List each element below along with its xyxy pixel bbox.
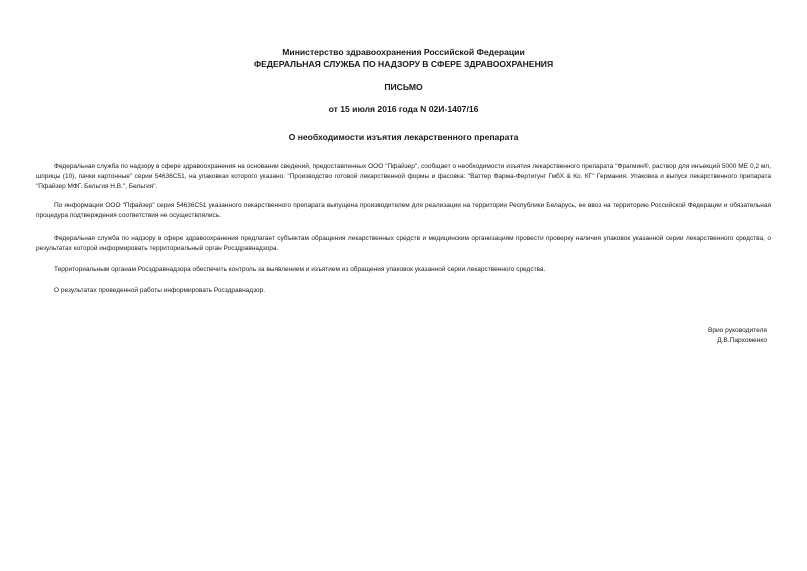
paragraph-5: О результатах проведенной работы информировать Росздравнадзор. <box>54 287 266 294</box>
paragraph-2: По информации ООО "Пфайзер" серия 54636С51 указанного лекарственного препарата выпущена производителем для реализации на территории Республики Беларусь, ее ввоз на территорию Российской Федерации и обязательная процедура подтверждения соответствия не осуществлялись. <box>36 202 771 219</box>
paragraph-1: Федеральная служба по надзору в сфере здравоохранения на основании сведений, предоставленных ООО "Пфайзер", сообщает о необходимости изъятия лекарственного препарата "Фрагмин®, раствор для инъекций 5000 МЕ 0,2 мл, шприцы (10), пачки картонные" серии 54636С51, на упаковках которого указано: "Производство готовой лекарственной формы и фасовка: "Ваттер Фарма-Фертигунг ГмбХ & Ко. КГ" Германия. Упаковка и выпуск лекарственного препарата "Пфайзер МФГ. Бельгия Н.В.", Бельгия". <box>36 163 771 190</box>
document-type: ПИСЬМО <box>384 82 423 92</box>
paragraph-4: Территориальным органам Росздравнадзора обеспечить контроль за выявлением и изъятием из обращения упаковок указанной серии лекарственного средства. <box>54 266 546 273</box>
document-title: О необходимости изъятия лекарственного препарата <box>288 132 519 142</box>
paragraph-3: Федеральная служба по надзору в сфере здравоохранения предлагает субъектам обращения лекарственных средств и медицинским организациям провести проверку наличия упаковок указанной серии лекарственного средства, о результатах которой информировать территориальный орган Росздравнадзора. <box>36 235 771 252</box>
signatory-position: Врио руководителя <box>707 327 767 334</box>
signature-block <box>708 326 767 346</box>
signatory-name: Д.В.Пархоменко <box>717 337 767 344</box>
document-header <box>0 46 807 70</box>
ministry-name: Министерство здравоохранения Российской Федерации <box>282 47 525 57</box>
service-name: ФЕДЕРАЛЬНАЯ СЛУЖБА ПО НАДЗОРУ В СФЕРЕ ЗДРАВООХРАНЕНИЯ <box>253 59 554 69</box>
document-date-number: от 15 июля 2016 года N 02И-1407/16 <box>328 104 479 114</box>
